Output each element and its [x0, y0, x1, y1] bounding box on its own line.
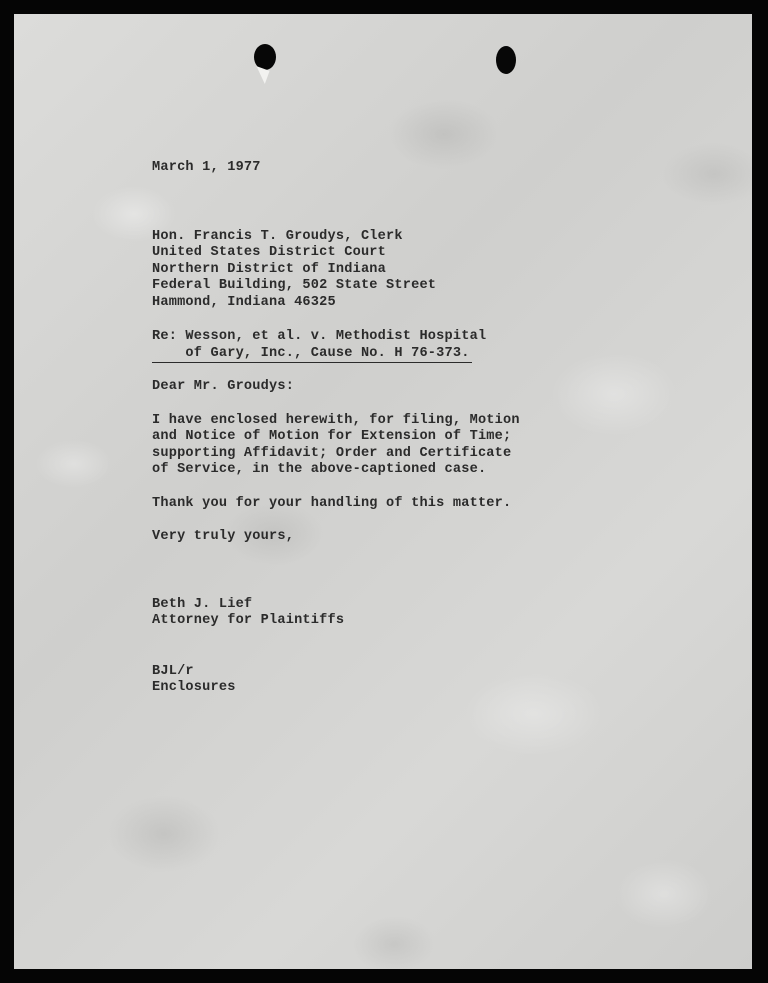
subject-line-1: Re: Wesson, et al. v. Methodist Hospital — [152, 329, 487, 344]
body-line: of Service, in the above-captioned case. — [152, 462, 487, 477]
addressee-line: United States District Court — [152, 245, 387, 260]
body-line: I have enclosed herewith, for filing, Motion — [152, 412, 520, 428]
signer-title: Attorney for Plaintiffs — [152, 613, 345, 628]
addressee-line: Hammond, Indiana 46325 — [152, 294, 336, 310]
enclosures-note: Enclosures — [152, 680, 236, 695]
reference-initials: BJL/r — [152, 663, 194, 679]
body-paragraph — [152, 413, 572, 479]
body-line: supporting Affidavit; Order and Certificate — [152, 445, 512, 461]
subject-line-2: of Gary, Inc., Cause No. H 76-373. — [152, 346, 472, 364]
addressee-line: Northern District of Indiana — [152, 261, 387, 277]
punch-hole-right — [496, 46, 516, 74]
addressee-block — [152, 229, 572, 312]
subject-reference — [152, 329, 572, 363]
addressee-line: Federal Building, 502 State Street — [152, 278, 437, 293]
signer-name: Beth J. Lief — [152, 596, 253, 612]
letter-date: March 1, 1977 — [152, 160, 261, 175]
signature-block — [152, 597, 572, 630]
addressee-line: Hon. Francis T. Groudys, Clerk — [152, 228, 403, 244]
body-line: and Notice of Motion for Extension of Time; — [152, 429, 512, 444]
thanks-line: Thank you for your handling of this matter. — [152, 495, 512, 511]
salutation: Dear Mr. Groudys: — [152, 379, 295, 394]
letter-body — [152, 160, 572, 697]
complimentary-close: Very truly yours, — [152, 529, 295, 544]
